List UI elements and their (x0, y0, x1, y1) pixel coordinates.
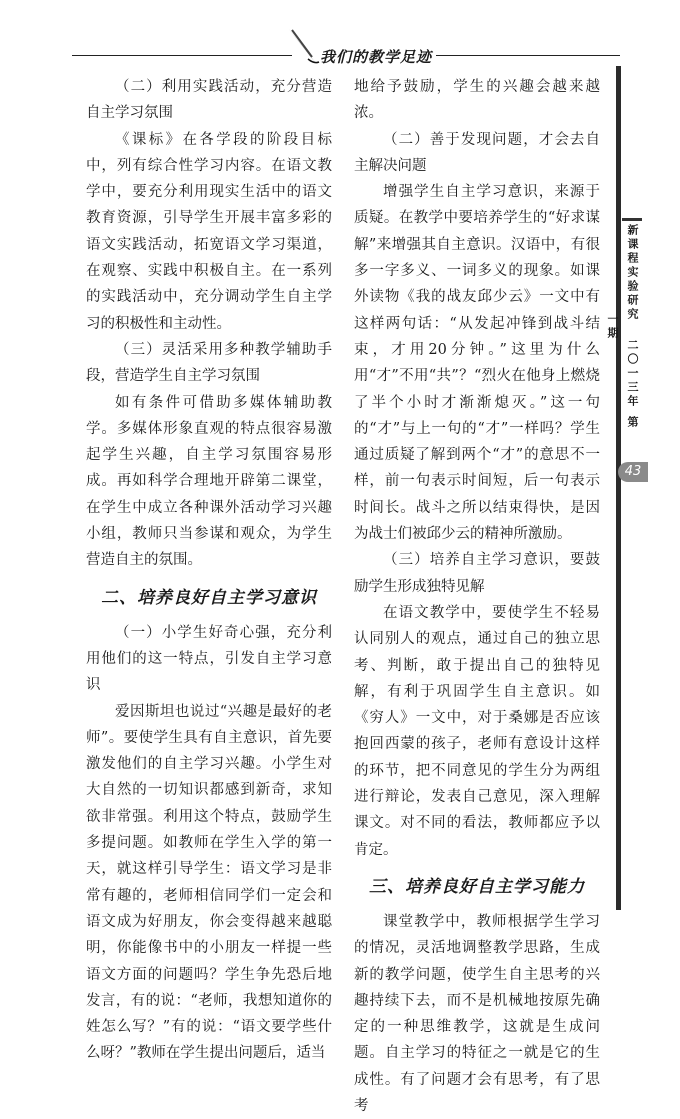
journal-name: 新课程实验研究 (626, 224, 639, 323)
journal-issue: 二〇一三年 第一期 (606, 313, 639, 430)
subsection-title: （二）善于发现问题，才会去自主解决问题 (354, 131, 600, 174)
section-heading: 三、培养良好自主学习能力 (369, 876, 585, 897)
body-paragraph: 增强学生自主学习意识，来源于质疑。在教学中要培养学生的“好求谋解”来增强其自主意识。汉语中，有很多一字多义、一词多义的现象。如课外读物《我的战友邱少云》一文中有这样两句话：“从发起冲锋到战斗结束，才用20分钟。”这里为什么用“才”不用“共”？“烈火在他身上燃烧了半个小时才渐渐熄灭。”这一句的“才”与上一句的“才”一样吗？学生通过质疑了解到两个“才”的意思不一样，前一句表示时间短，后一句表示时间长。战斗之所以结束得快，是因为战士们被邱少云的精神所激励。 (354, 184, 600, 543)
subsection-title: （二）利用实践活动，充分营造自主学习氛围 (86, 79, 332, 122)
subsection-title: （一）小学生好奇心强，充分利用他们的这一特点，引发自主学习意识 (86, 624, 332, 694)
body-paragraph: 课堂教学中，教师根据学生学习的情况，灵活地调整教学思路，生成新的教学问题，使学生自主思考的兴趣持续下去，而不是机械地按原先确定的一种思维教学，这就是生成问题。自主学习的特征之一就是它的生成性。有了问题才会有思考，有了思考 (354, 913, 600, 1114)
header-rule-left (72, 55, 292, 56)
right-column (354, 74, 600, 1119)
body-paragraph: 爱因斯坦也说过“兴趣是最好的老师”。要使学生具有自主意识，首先要激发他们的自主学习兴趣。小学生对大自然的一切知识都感到新奇，求知欲非常强。利用这个特点，鼓励学生多提问题。如教师在学生入学的第一天，就这样引导学生：语文学习是非常有趣的，老师相信同学们一定会和语文成为好朋友，你会变得越来越聪明，你能像书中的小朋友一样提一些语文方面的问题吗？学生争先恐后地发言，有的说：“老师，我想知道你的姓怎么写？”有的说：“语文要学些什么呀？”教师在学生提出问题后，适当 (86, 703, 332, 1062)
page-number: 43 (618, 462, 648, 482)
header-title: 我们的教学足迹 (320, 48, 433, 66)
side-bar (616, 66, 621, 910)
header-rule-right (436, 55, 620, 56)
subsection-title: （三）培养自主学习意识，要鼓励学生形成独特见解 (354, 552, 600, 595)
section-heading: 二、培养良好自主学习意识 (101, 587, 317, 608)
body-paragraph: 《课标》在各学段的阶段目标中，列有综合性学习内容。在语文教学中，要充分利用现实生活中的语文教育资源，引导学生开展丰富多彩的语文实践活动，拓宽语文学习渠道，在观察、实践中积极自主。在一系列的实践活动中，充分调动学生自主学习的积极性和主动性。 (86, 131, 332, 332)
subsection-title: （三）灵活采用多种教学辅助手段，营造学生自主学习氛围 (86, 341, 332, 385)
body-paragraph: 地给予鼓励，学生的兴趣会越来越浓。 (354, 79, 600, 122)
pen-icon (284, 26, 320, 66)
body-paragraph: 如有条件可借助多媒体辅助教学。多媒体形象直观的特点很容易激起学生兴趣，自主学习氛围容易形成。再如科学合理地开辟第二课堂，在学生中成立各种课外活动学习兴趣小组，教师只当参谋和观众，为学生营造自主的氛围。 (86, 394, 332, 569)
journal-strip (606, 218, 642, 433)
left-column (86, 74, 332, 1067)
body-paragraph: 在语文教学中，要使学生不轻易认同别人的观点，通过自己的独立思考、判断，敢于提出自己的独特见解，有利于巩固学生自主意识。如《穷人》一文中，对于桑娜是否应该抱回西蒙的孩子，老师有意设计这样的环节，把不同意见的学生分为两组进行辩论，发表自己意见，深入理解课文。对不同的看法，教师都应予以肯定。 (354, 604, 600, 858)
